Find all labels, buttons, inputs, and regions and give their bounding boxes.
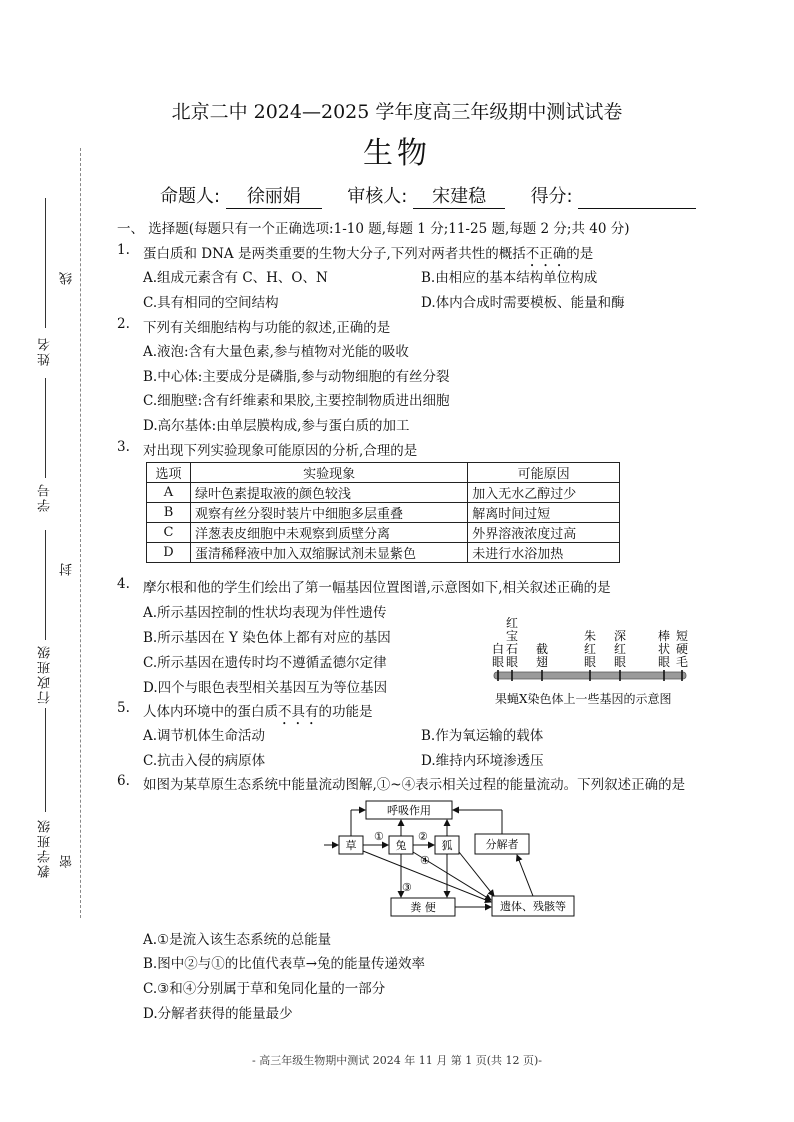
q5-option-d[interactable]: D.维持内环境渗透压 <box>421 753 544 769</box>
svg-text:红: 红 <box>613 642 627 656</box>
q5-number: 5. <box>117 700 130 716</box>
table-cell: 观察有丝分裂时装片中细胞多层重叠 <box>190 503 467 523</box>
admin-class-blank[interactable] <box>45 530 46 640</box>
fox-label: 狐 <box>441 839 453 852</box>
q2-option-c[interactable]: C.细胞壁:含有纤维素和果胶,主要控制物质进出细胞 <box>143 393 450 409</box>
binding-dashed-line <box>80 148 81 918</box>
table-cell: 加入无水乙醇过少 <box>468 483 620 503</box>
table-row <box>147 523 620 543</box>
score-blank[interactable] <box>578 190 696 209</box>
table-cell: 外界溶液浓度过高 <box>468 523 620 543</box>
author-label: 命题人: <box>160 186 221 207</box>
remains-label: 遗体、残骸等 <box>500 900 566 913</box>
svg-text:眼: 眼 <box>657 655 671 669</box>
q6-option-b[interactable]: B.图中②与①的比值代表草→兔的能量传递效率 <box>143 956 426 972</box>
name-label: 姓名 <box>38 336 53 366</box>
table-header-cell: 可能原因 <box>468 463 620 483</box>
admin-class-label: 行政班级 <box>38 644 53 704</box>
q2-option-b[interactable]: B.中心体:主要成分是磷脂,参与动物细胞的有丝分裂 <box>143 369 450 385</box>
svg-text:翅: 翅 <box>535 655 549 669</box>
svg-text:白: 白 <box>491 642 505 656</box>
q5-option-b[interactable]: B.作为氧运输的载体 <box>421 728 544 744</box>
author-line <box>160 182 696 209</box>
flow-marker-1: ① <box>374 830 384 843</box>
svg-text:眼: 眼 <box>491 655 505 669</box>
q4-number: 4. <box>117 576 130 592</box>
rabbit-label: 兔 <box>395 839 407 852</box>
svg-text:红: 红 <box>583 642 597 656</box>
table-cell: 洋葱表皮细胞中未观察到质壁分离 <box>190 523 467 543</box>
page-footer: - 高三年级生物期中测试 2024 年 11 月 第 1 页(共 12 页)- <box>252 1054 542 1067</box>
name-blank[interactable] <box>45 198 46 328</box>
table-cell: B <box>147 503 191 523</box>
q4-stem: 摩尔根和他的学生们绘出了第一幅基因位置图谱,示意图如下,相关叙述正确的是 <box>143 580 611 596</box>
q1-option-d[interactable]: D.体内合成时需要模板、能量和酶 <box>421 295 625 311</box>
gene-label-2 <box>506 616 518 681</box>
svg-text:石: 石 <box>505 642 519 656</box>
table-cell: C <box>147 523 191 543</box>
q3-table <box>146 462 620 563</box>
q4-option-c[interactable]: C.所示基因在遗传时均不遵循孟德尔定律 <box>143 655 387 671</box>
q3-stem: 对出现下列实验现象可能原因的分析,合理的是 <box>143 443 418 459</box>
q4-option-a[interactable]: A.所示基因控制的性状均表现为伴性遗传 <box>143 605 387 621</box>
q6-stem: 如图为某草原生态系统中能量流动图解,①~④表示相关过程的能量流动。下列叙述正确的是 <box>143 777 686 793</box>
table-header-cell: 选项 <box>147 463 191 483</box>
q3-number: 3. <box>117 439 130 455</box>
student-id-label: 学号 <box>38 482 53 512</box>
table-header-cell: 实验现象 <box>190 463 467 483</box>
respiration-label: 呼吸作用 <box>387 804 431 817</box>
student-id-blank[interactable] <box>45 378 46 478</box>
svg-text:截: 截 <box>535 642 549 656</box>
svg-text:棒: 棒 <box>657 629 671 643</box>
svg-text:眼: 眼 <box>505 655 519 669</box>
q4-option-b[interactable]: B.所示基因在 Y 染色体上都有对应的基因 <box>143 630 391 646</box>
decomposer-label: 分解者 <box>485 838 519 851</box>
table-header-row <box>147 463 620 483</box>
seal-label-feng: 封 <box>60 563 75 576</box>
fox-to-remains-arrow <box>459 852 494 896</box>
flow-marker-4: ④ <box>420 854 430 867</box>
svg-text:状: 状 <box>657 642 671 656</box>
q6-number: 6. <box>117 773 130 789</box>
q5-stem: 人体内环境中的蛋白质不具有的功能是 <box>143 704 373 720</box>
section-heading: 一、 选择题(每题只有一个正确选项:1-10 题,每题 1 分;11-25 题,每题 2 分;共 40 分) <box>117 221 630 237</box>
table-cell: 蛋清稀释液中加入双缩脲试剂未显紫色 <box>190 543 467 563</box>
q6-option-a[interactable]: A.①是流入该生态系统的总能量 <box>143 932 332 948</box>
feces-label: 粪 便 <box>410 901 436 914</box>
svg-text:眼: 眼 <box>583 655 597 669</box>
gene-map-caption: 果蝇X染色体上一些基因的示意图 <box>495 692 672 706</box>
q2-option-d[interactable]: D.高尔基体:由单层膜构成,参与蛋白质的加工 <box>143 418 410 434</box>
q1-stem: 蛋白质和 DNA 是两类重要的生物大分子,下列对两者共性的概括不正确的是 <box>143 246 594 262</box>
svg-text:眼: 眼 <box>613 655 627 669</box>
table-cell: A <box>147 483 191 503</box>
grass-label: 草 <box>345 839 357 852</box>
q5-option-c[interactable]: C.抗击入侵的病原体 <box>143 753 266 769</box>
table-cell: 解离时间过短 <box>468 503 620 523</box>
table-row <box>147 543 620 563</box>
seal-label-mi: 密 <box>60 855 75 868</box>
svg-text:硬: 硬 <box>675 642 689 656</box>
svg-text:深: 深 <box>613 629 627 643</box>
table-cell: 未进行水浴加热 <box>468 543 620 563</box>
teaching-class-blank[interactable] <box>45 708 46 812</box>
exam-title: 北京二中 2024—2025 学年度高三年级期中测试试卷 <box>171 101 623 123</box>
subject-title: 生物 <box>363 136 431 171</box>
table-cell: D <box>147 543 191 563</box>
table-row <box>147 483 620 503</box>
q1-option-a[interactable]: A.组成元素含有 C、H、O、N <box>143 270 328 286</box>
q6-option-c[interactable]: C.③和④分别属于草和兔同化量的一部分 <box>143 981 386 997</box>
q2-number: 2. <box>117 316 130 332</box>
flow-marker-3: ③ <box>402 881 412 894</box>
q1-option-b[interactable]: B.由相应的基本结构单位构成 <box>421 270 598 286</box>
seal-label-xian: 线 <box>60 272 75 285</box>
remains-to-decomposer-arrow <box>517 855 533 896</box>
table-row <box>147 503 620 523</box>
svg-text:朱: 朱 <box>583 629 597 643</box>
svg-text:红: 红 <box>505 616 519 630</box>
reviewer-name: 宋建稳 <box>413 182 505 209</box>
score-label: 得分: <box>530 186 573 207</box>
q2-stem: 下列有关细胞结构与功能的叙述,正确的是 <box>143 320 391 336</box>
svg-text:宝: 宝 <box>505 629 519 643</box>
energy-flow-diagram <box>322 796 584 922</box>
q2-option-a[interactable]: A.液泡:含有大量色素,参与植物对光能的吸收 <box>143 344 409 360</box>
table-cell: 绿叶色素提取液的颜色较浅 <box>190 483 467 503</box>
q6-option-d[interactable]: D.分解者获得的能量最少 <box>143 1006 293 1022</box>
q5-option-a[interactable]: A.调节机体生命活动 <box>143 728 266 744</box>
author-name: 徐丽娟 <box>226 182 322 209</box>
teaching-class-label: 教学班级 <box>38 818 53 878</box>
svg-text:毛: 毛 <box>675 655 689 669</box>
q1-number: 1. <box>117 242 130 258</box>
flow-marker-2: ② <box>418 830 428 843</box>
q4-option-d[interactable]: D.四个与眼色表型相关基因互为等位基因 <box>143 680 388 696</box>
reviewer-label: 审核人: <box>347 186 408 207</box>
q1-option-c[interactable]: C.具有相同的空间结构 <box>143 295 279 311</box>
svg-text:短: 短 <box>675 629 689 643</box>
